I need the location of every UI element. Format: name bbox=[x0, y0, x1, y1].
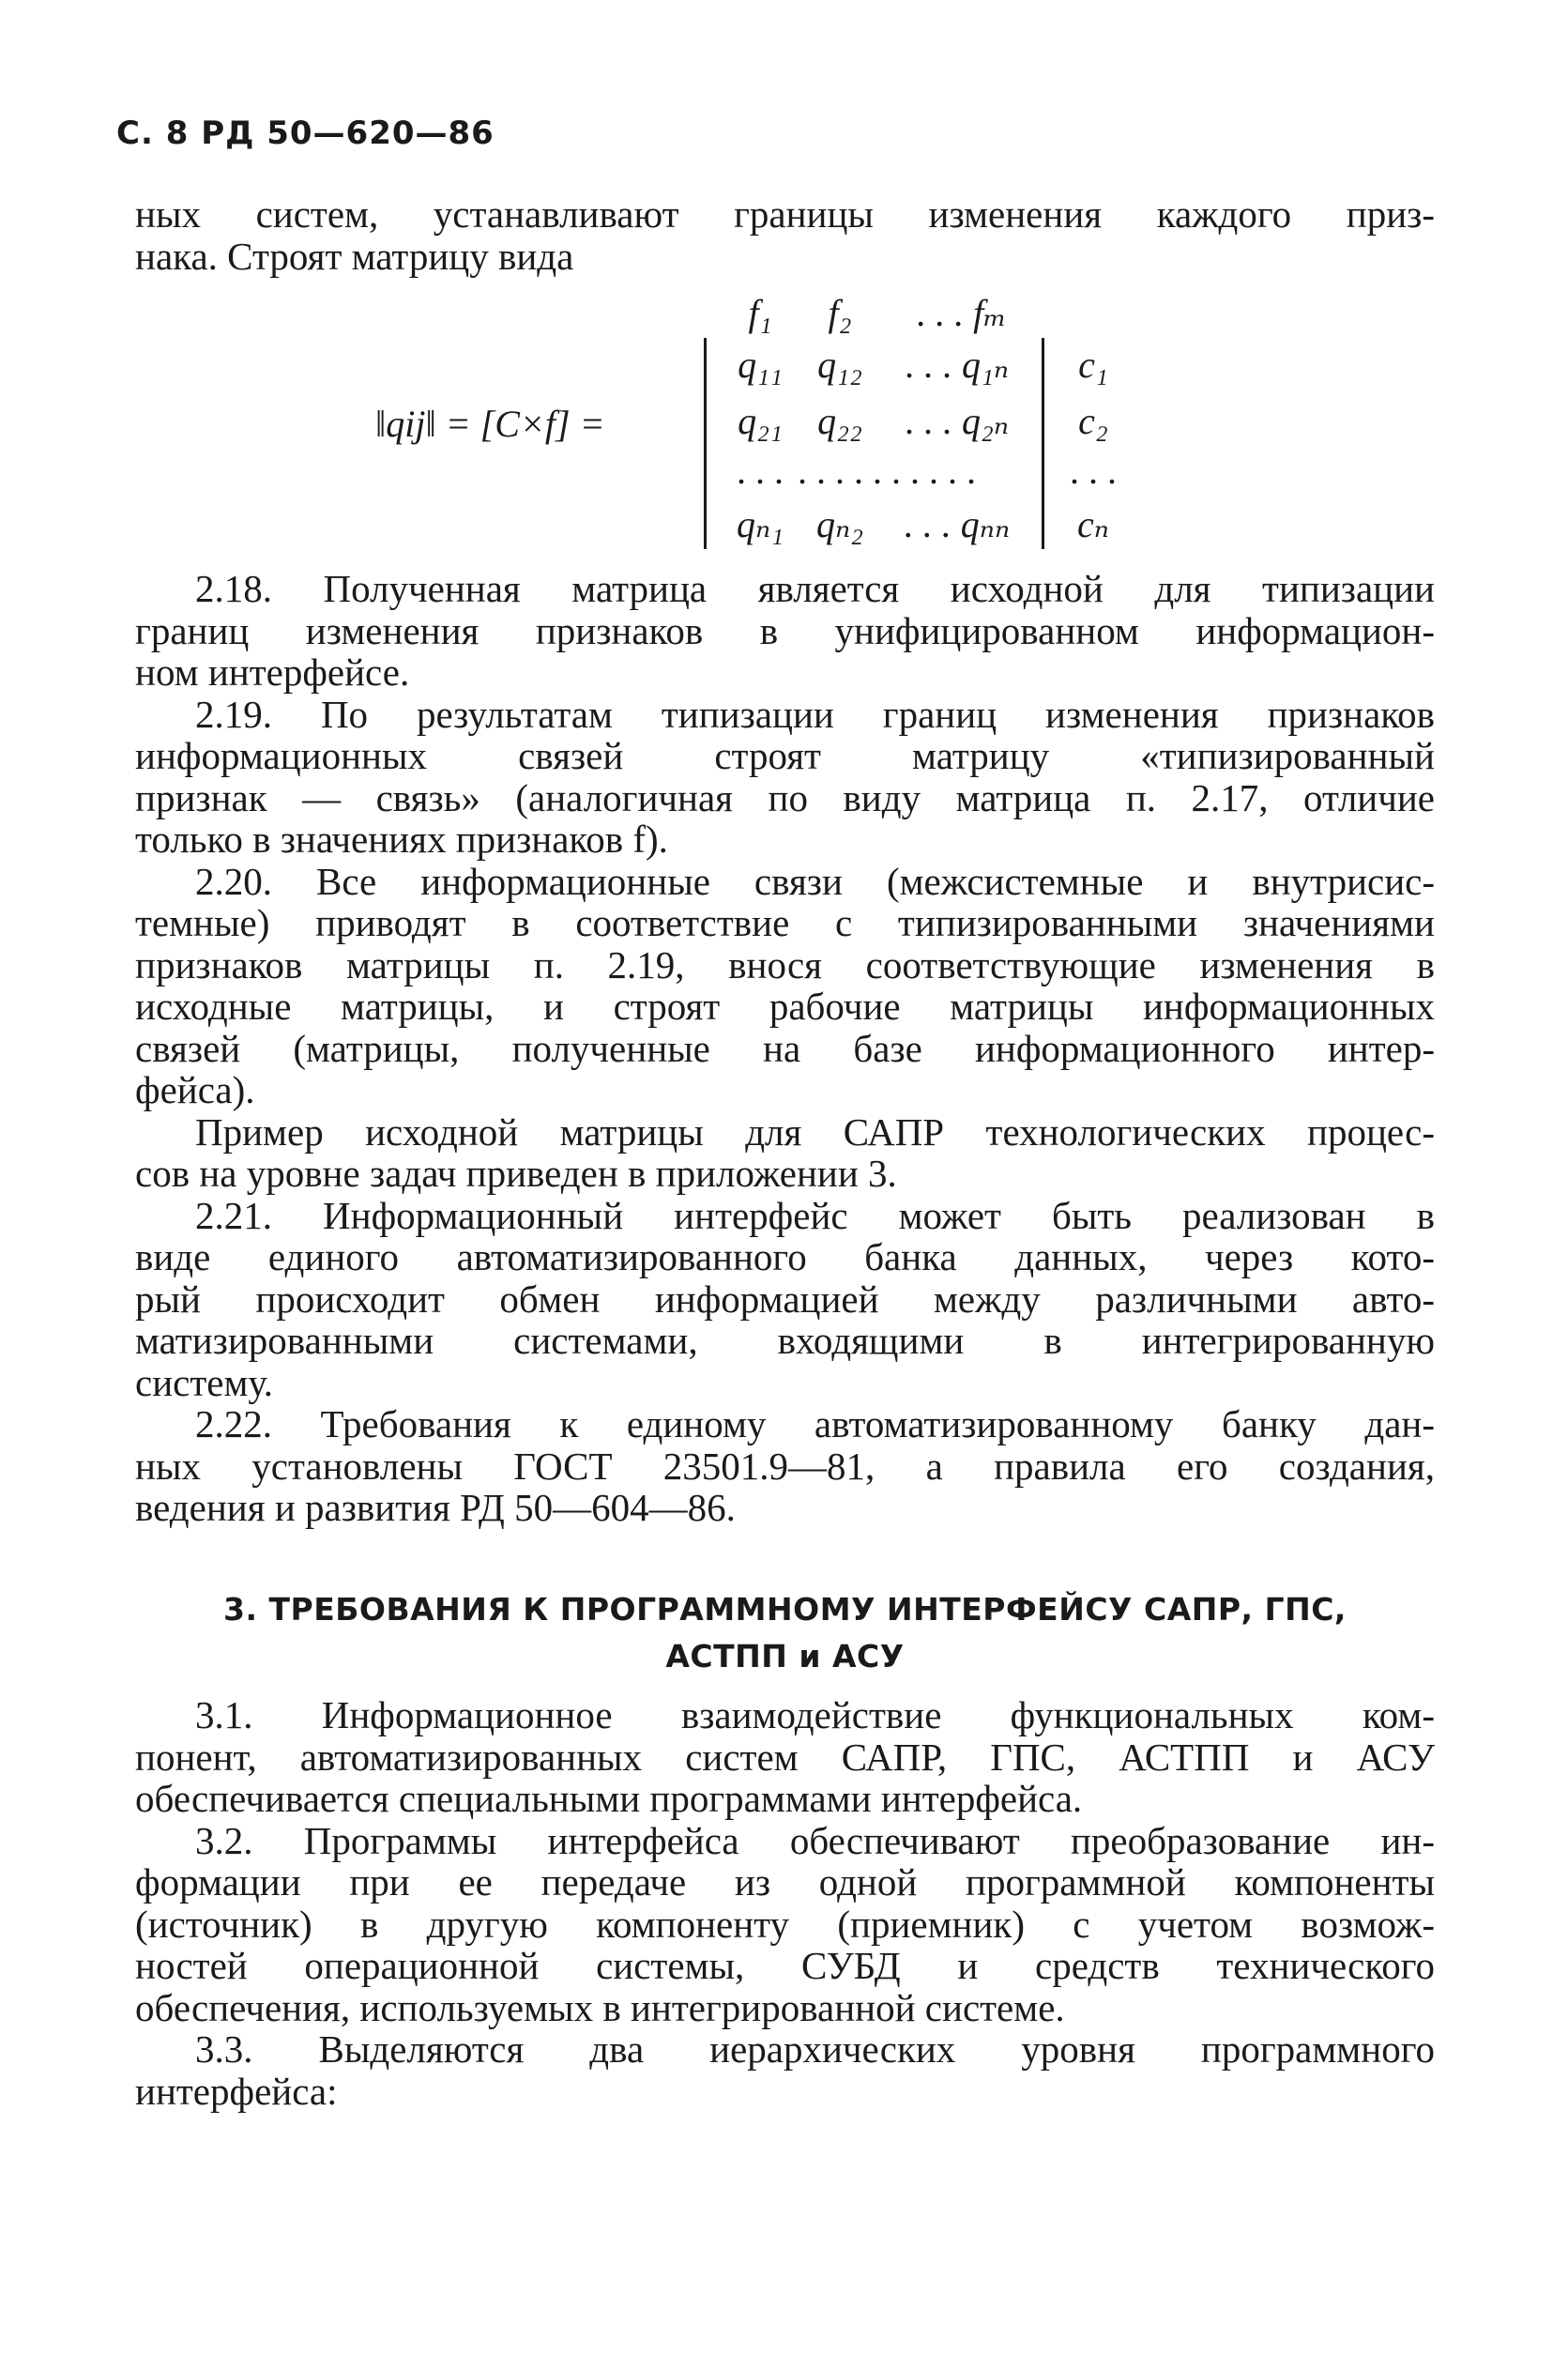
section-title bbox=[135, 1586, 1435, 1680]
matrix-cell: qₙ₁ bbox=[736, 503, 784, 545]
text-line: исходные матрицы, и строят рабочие матрицы информационных bbox=[135, 985, 1435, 1028]
matrix-cell: . . . bbox=[737, 450, 784, 492]
text-line: границ изменения признаков в унифицированном информацион- bbox=[135, 608, 1435, 652]
text-line: 2.18. Полученная матрица является исходной для типизации bbox=[195, 567, 1435, 610]
text-line: обеспечивается специальными программами интерфейса. bbox=[135, 1777, 1083, 1820]
text-line: 3.2. Программы интерфейса обеспечивают преобразование ин- bbox=[195, 1818, 1435, 1862]
section-title-line: АСТПП и АСУ bbox=[665, 1638, 905, 1674]
text-line: 2.21. Информационный интерфейс может быть реализован в bbox=[195, 1193, 1435, 1237]
text-line: понент, автоматизированных систем САПР, ГПС, АСТПП и АСУ bbox=[135, 1735, 1435, 1779]
matrix-cell: cₙ bbox=[1077, 503, 1109, 545]
text-line: связей (матрицы, полученные на базе информационного интер- bbox=[135, 1026, 1435, 1070]
text-line: только в значениях признаков f). bbox=[135, 818, 668, 861]
matrix-cell: c₂ bbox=[1078, 400, 1108, 442]
text-line: Пример исходной матрицы для САПР технологических процес- bbox=[195, 1109, 1435, 1154]
text-line: 3.3. Выделяются два иерархических уровня программного bbox=[195, 2027, 1435, 2071]
matrix-left-bar bbox=[704, 338, 707, 549]
matrix-cell: . . . q₁ₙ bbox=[905, 344, 1010, 386]
text-line: признаков матрицы п. 2.19, внося соответствующие изменения в bbox=[135, 942, 1435, 986]
matrix-col-header: f₂ bbox=[828, 292, 852, 334]
text-line: ных установлены ГОСТ 23501.9—81, а правила его создания, bbox=[135, 1444, 1435, 1488]
matrix-cell: q₂₂ bbox=[817, 400, 862, 442]
text-line: матизированными системами, входящими в интегрированную bbox=[135, 1319, 1435, 1362]
matrix-cell: q₁₂ bbox=[817, 344, 862, 386]
text-line: информационных связей строят матрицу «типизированный bbox=[135, 734, 1435, 777]
body-text bbox=[135, 568, 1435, 1529]
matrix-lhs: ‖qij‖ = [C×f] = bbox=[375, 403, 605, 445]
text-line: формации при ее передаче из одной программной компоненты bbox=[135, 1860, 1435, 1904]
matrix-cell: qₙ₂ bbox=[815, 503, 864, 545]
page-header: С. 8 РД 50—620—86 bbox=[116, 115, 495, 152]
text-line: ных систем, устанавливают границы изменения каждого приз- bbox=[135, 192, 1435, 236]
text-line: ном интерфейсе. bbox=[135, 650, 410, 694]
text-line: признак — связь» (аналогичная по виду матрица п. 2.17, отличие bbox=[135, 775, 1435, 819]
text-line: сов на уровне задач приведен в приложении 3. bbox=[135, 1152, 897, 1195]
text-line: темные) приводят в соответствие с типизированными значениями bbox=[135, 901, 1435, 944]
section3-body bbox=[135, 1694, 1435, 2112]
matrix-cell: . . . q₂ₙ bbox=[905, 400, 1010, 442]
text-line: 3.1. Информационное взаимодействие функциональных ком- bbox=[195, 1693, 1435, 1736]
matrix-right-bar bbox=[1042, 338, 1044, 549]
text-line: обеспечения, используемых в интегрированной системе. bbox=[135, 1985, 1065, 2029]
text-line: рый происходит обмен информацией между различными авто- bbox=[135, 1277, 1435, 1321]
matrix-cell: . . . qₙₙ bbox=[904, 503, 1011, 545]
matrix-col-header: . . . fₘ bbox=[917, 292, 1007, 334]
section-title-line: 3. ТРЕБОВАНИЯ К ПРОГРАММНОМУ ИНТЕРФЕЙСУ САПР, ГПС, bbox=[223, 1591, 1347, 1628]
text-line: виде единого автоматизированного банка данных, через кото- bbox=[135, 1235, 1435, 1278]
matrix-col-header: f₁ bbox=[748, 292, 772, 334]
text-line: ведения и развития РД 50—604—86. bbox=[135, 1486, 736, 1529]
matrix-cell: c₁ bbox=[1078, 344, 1108, 386]
text-line: 2.19. По результатам типизации границ изменения признаков bbox=[195, 692, 1435, 736]
matrix-formula bbox=[375, 291, 1182, 554]
text-line: интерфейса: bbox=[135, 2069, 338, 2113]
text-line: 2.20. Все информационные связи (межсистемные и внутрисис- bbox=[195, 859, 1435, 903]
text-line: 2.22. Требования к единому автоматизированному банку дан- bbox=[195, 1402, 1435, 1445]
text-line: систему. bbox=[135, 1360, 274, 1404]
matrix-cell: q₂₁ bbox=[738, 400, 783, 442]
matrix-cell: . . . . . . . . . . bbox=[798, 450, 976, 492]
matrix-cell: q₁₁ bbox=[738, 344, 783, 386]
matrix-cell: . . . bbox=[1070, 450, 1117, 492]
intro-text bbox=[135, 193, 1435, 277]
text-line: ностей операционной системы, СУБД и средств технического bbox=[135, 1944, 1435, 1987]
text-line: нака. Строят матрицу вида bbox=[135, 234, 574, 278]
text-line: фейса). bbox=[135, 1068, 255, 1111]
text-line: (источник) в другую компоненту (приемник) с учетом возмож- bbox=[135, 1902, 1435, 1946]
